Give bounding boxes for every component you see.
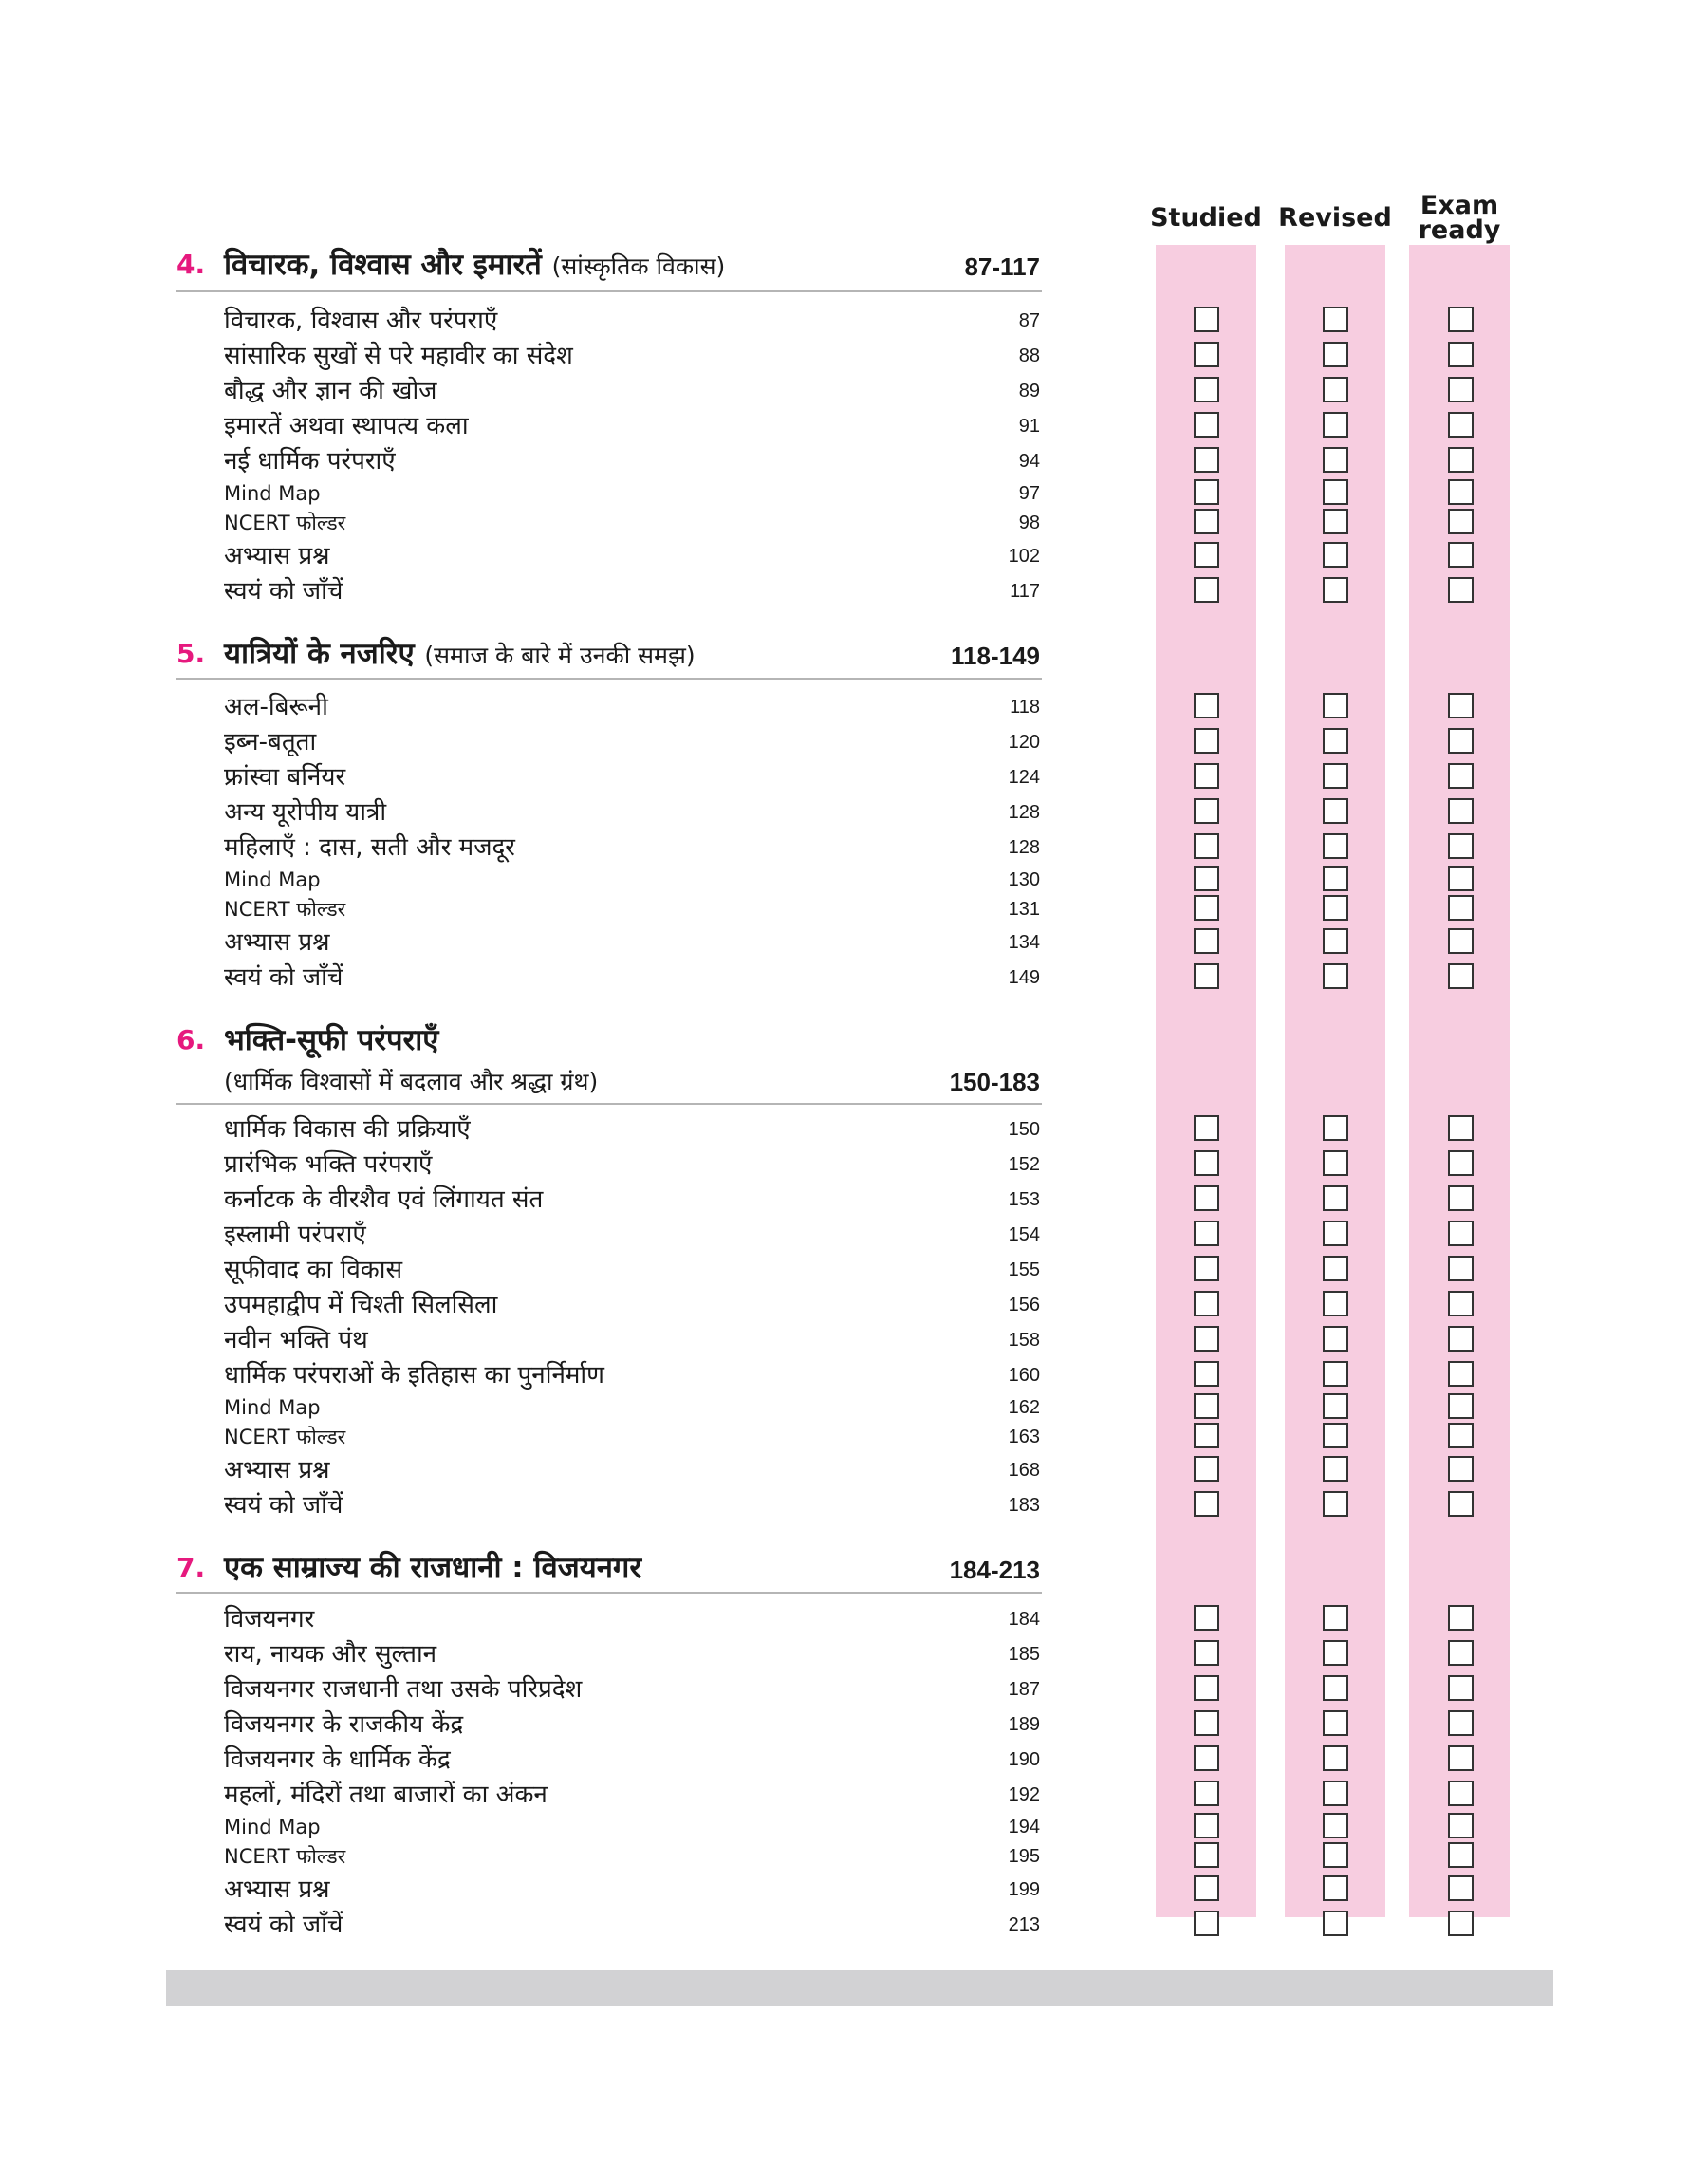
studied-checkbox[interactable] (1194, 1393, 1219, 1419)
topic-page: 158 (1008, 1330, 1040, 1351)
topic-row (224, 1455, 1040, 1485)
chapter-number: 7. (176, 1552, 206, 1583)
topic-row (224, 1220, 1040, 1250)
studied-checkbox[interactable] (1194, 1150, 1219, 1176)
chapter-subtitle: (समाज के बारे में उनकी समझ) (424, 642, 696, 669)
topic-title: सांसारिक सुखों से परे महावीर का संदेश (224, 342, 573, 370)
revised-checkbox[interactable] (1323, 509, 1348, 534)
studied-checkbox[interactable] (1194, 763, 1219, 789)
revised-checkbox[interactable] (1323, 1423, 1348, 1448)
topic-row (224, 727, 1040, 757)
topic-row (224, 1812, 1040, 1842)
topic-row (224, 411, 1040, 441)
topic-page: 128 (1008, 802, 1040, 823)
topic-page: 187 (1008, 1679, 1040, 1700)
studied-checkbox[interactable] (1194, 1221, 1219, 1246)
studied-checkbox[interactable] (1194, 307, 1219, 332)
revised-checkbox[interactable] (1323, 1393, 1348, 1419)
topic-row (224, 1910, 1040, 1940)
chapter-divider (176, 678, 1042, 680)
chapter-title (224, 246, 725, 286)
topic-row (224, 962, 1040, 993)
topic-page: 120 (1008, 732, 1040, 753)
studied-checkbox[interactable] (1194, 1640, 1219, 1666)
footer-band (166, 1970, 1553, 2006)
exam-ready-header-line2: ready (1418, 215, 1501, 245)
topic-title: उपमहाद्वीप में चिश्ती सिलसिला (224, 1291, 498, 1319)
revised-checkbox[interactable] (1323, 1185, 1348, 1211)
topic-page: 189 (1008, 1714, 1040, 1735)
topic-title: नई धार्मिक परंपराएँ (224, 447, 396, 476)
exam-ready-checkbox[interactable] (1448, 577, 1474, 603)
revised-checkbox[interactable] (1323, 895, 1348, 921)
exam-ready-checkbox[interactable] (1448, 693, 1474, 718)
topic-row (224, 1604, 1040, 1634)
exam-ready-checkbox[interactable] (1448, 1291, 1474, 1316)
chapter-title-text: यात्रियों के नजरिए (224, 637, 415, 671)
revised-checkbox[interactable] (1323, 542, 1348, 568)
studied-checkbox[interactable] (1194, 377, 1219, 402)
revised-column-header: Revised (1278, 203, 1392, 233)
topic-title: कर्नाटक के वीरशैव एवं लिंगायत संत (224, 1185, 544, 1214)
studied-checkbox[interactable] (1194, 693, 1219, 718)
studied-checkbox[interactable] (1194, 1456, 1219, 1482)
revised-checkbox[interactable] (1323, 1842, 1348, 1868)
topic-row (224, 797, 1040, 828)
revised-checkbox[interactable] (1323, 866, 1348, 891)
topic-row (224, 832, 1040, 863)
topic-row (224, 1185, 1040, 1215)
revised-checkbox[interactable] (1323, 1456, 1348, 1482)
topic-page: 185 (1008, 1644, 1040, 1665)
studied-checkbox[interactable] (1194, 1911, 1219, 1936)
topic-page: 118 (1010, 697, 1040, 718)
exam-ready-checkbox[interactable] (1448, 1842, 1474, 1868)
exam-ready-checkbox[interactable] (1448, 412, 1474, 438)
exam-ready-column-header (1383, 191, 1535, 245)
chapter-heading (176, 1021, 1040, 1061)
revised-checkbox[interactable] (1323, 1221, 1348, 1246)
revised-checkbox[interactable] (1323, 342, 1348, 367)
chapter-divider (176, 290, 1042, 292)
exam-ready-checkbox[interactable] (1448, 1393, 1474, 1419)
topic-title: Mind Map (224, 1816, 321, 1838)
topic-row (224, 306, 1040, 336)
topic-title: फ्रांस्वा बर्नियर (224, 763, 346, 792)
topic-page: 128 (1008, 837, 1040, 858)
revised-checkbox[interactable] (1323, 1291, 1348, 1316)
topic-title: Mind Map (224, 1396, 321, 1419)
exam-ready-checkbox[interactable] (1448, 1221, 1474, 1246)
topic-row (224, 1149, 1040, 1180)
exam-ready-checkbox[interactable] (1448, 963, 1474, 989)
topic-page: 150 (1008, 1119, 1040, 1140)
exam-ready-checkbox[interactable] (1448, 1745, 1474, 1771)
exam-ready-header-line1: Exam (1420, 191, 1499, 220)
topic-row (224, 1422, 1040, 1452)
topic-title: राय, नायक और सुल्तान (224, 1640, 437, 1669)
chapter-heading (176, 635, 1040, 675)
exam-ready-checkbox[interactable] (1448, 1491, 1474, 1517)
topic-title: इस्लामी परंपराएँ (224, 1221, 366, 1249)
topic-page: 155 (1008, 1259, 1040, 1280)
studied-checkbox[interactable] (1194, 342, 1219, 367)
topic-row (224, 1290, 1040, 1320)
chapter-page-range: 184-213 (949, 1556, 1040, 1584)
chapter-page-range: 87-117 (964, 252, 1040, 281)
studied-checkbox[interactable] (1194, 798, 1219, 824)
topic-row (224, 692, 1040, 722)
topic-title: विचारक, विश्वास और परंपराएँ (224, 307, 498, 335)
topic-row (224, 541, 1040, 571)
revised-checkbox[interactable] (1323, 1781, 1348, 1806)
topic-page: 89 (1018, 381, 1040, 401)
topic-page: 88 (1018, 345, 1040, 366)
topic-row (224, 1745, 1040, 1775)
topic-page: 199 (1008, 1879, 1040, 1900)
chapter-heading (176, 246, 1040, 286)
topic-page: 98 (1018, 513, 1040, 533)
topic-page: 195 (1008, 1846, 1040, 1867)
studied-checkbox[interactable] (1194, 1115, 1219, 1141)
topic-row (224, 1674, 1040, 1705)
topic-row (224, 1325, 1040, 1355)
studied-checkbox[interactable] (1194, 1291, 1219, 1316)
chapter-number: 6. (176, 1024, 206, 1055)
revised-checkbox[interactable] (1323, 963, 1348, 989)
exam-ready-checkbox[interactable] (1448, 728, 1474, 754)
revised-checkbox[interactable] (1323, 693, 1348, 718)
topic-title: स्वयं को जाँचें (224, 577, 343, 606)
topic-page: 131 (1008, 899, 1040, 920)
studied-checkbox[interactable] (1194, 895, 1219, 921)
topic-title: अभ्यास प्रश्न (224, 542, 330, 570)
exam-ready-checkbox[interactable] (1448, 1326, 1474, 1352)
topic-title: Mind Map (224, 868, 321, 891)
exam-ready-checkbox[interactable] (1448, 542, 1474, 568)
chapter-title: भक्ति-सूफी परंपराएँ (224, 1023, 439, 1057)
topic-title: इमारतें अथवा स्थापत्य कला (224, 412, 469, 440)
revised-checkbox[interactable] (1323, 1710, 1348, 1736)
studied-checkbox[interactable] (1194, 963, 1219, 989)
revised-checkbox[interactable] (1323, 1745, 1348, 1771)
topic-title: अल-बिरूनी (224, 693, 328, 721)
exam-ready-checkbox[interactable] (1448, 1605, 1474, 1631)
topic-page: 154 (1008, 1224, 1040, 1245)
chapter-number: 4. (176, 249, 206, 280)
exam-ready-checkbox[interactable] (1448, 1911, 1474, 1936)
topic-page: 163 (1008, 1427, 1040, 1447)
revised-checkbox[interactable] (1323, 798, 1348, 824)
studied-checkbox[interactable] (1194, 1361, 1219, 1387)
exam-ready-checkbox[interactable] (1448, 479, 1474, 505)
topic-page: 152 (1008, 1154, 1040, 1175)
exam-ready-checkbox[interactable] (1448, 1185, 1474, 1211)
topic-page: 94 (1018, 451, 1040, 472)
studied-checkbox[interactable] (1194, 866, 1219, 891)
topic-page: 156 (1008, 1295, 1040, 1315)
chapter-title: एक साम्राज्य की राजधानी : विजयनगर (224, 1551, 642, 1585)
chapter-title (224, 635, 696, 675)
revised-checkbox[interactable] (1323, 928, 1348, 954)
revised-checkbox[interactable] (1323, 1911, 1348, 1936)
topic-row (224, 894, 1040, 924)
exam-ready-checkbox[interactable] (1448, 866, 1474, 891)
studied-checkbox[interactable] (1194, 1842, 1219, 1868)
topic-title: NCERT फोल्डर (224, 512, 346, 534)
topic-row (224, 1392, 1040, 1423)
exam-ready-checkbox[interactable] (1448, 1256, 1474, 1281)
studied-checkbox[interactable] (1194, 1875, 1219, 1901)
topic-title: विजयनगर (224, 1605, 315, 1633)
studied-checkbox[interactable] (1194, 577, 1219, 603)
studied-checkbox[interactable] (1194, 728, 1219, 754)
topic-page: 183 (1008, 1495, 1040, 1516)
topic-page: 124 (1008, 767, 1040, 788)
revised-checkbox[interactable] (1323, 1605, 1348, 1631)
chapter-page-range: 118-149 (951, 642, 1040, 670)
topic-title: अभ्यास प्रश्न (224, 1456, 330, 1484)
revised-checkbox[interactable] (1323, 412, 1348, 438)
topic-title: विजयनगर के राजकीय केंद्र (224, 1710, 464, 1739)
topic-title: अभ्यास प्रश्न (224, 1875, 330, 1904)
topic-title: स्वयं को जाँचें (224, 1491, 343, 1520)
topic-title: स्वयं को जाँचें (224, 1911, 343, 1939)
exam-ready-checkbox[interactable] (1448, 1710, 1474, 1736)
exam-ready-checkbox[interactable] (1448, 1675, 1474, 1701)
revised-checkbox[interactable] (1323, 1150, 1348, 1176)
topic-page: 91 (1018, 416, 1040, 437)
topic-title: महिलाएँ : दास, सती और मजदूर (224, 833, 515, 862)
topic-row (224, 865, 1040, 895)
studied-checkbox[interactable] (1194, 479, 1219, 505)
chapter-number: 5. (176, 638, 206, 669)
topic-page: 130 (1008, 869, 1040, 890)
topic-page: 117 (1010, 581, 1040, 602)
topic-row (224, 1114, 1040, 1145)
revised-checkbox[interactable] (1323, 1115, 1348, 1141)
studied-checkbox[interactable] (1194, 1491, 1219, 1517)
topic-row (224, 1490, 1040, 1521)
studied-column-header: Studied (1150, 203, 1262, 233)
revised-checkbox[interactable] (1323, 577, 1348, 603)
revised-checkbox[interactable] (1323, 1256, 1348, 1281)
topic-row (224, 341, 1040, 371)
chapter-divider (176, 1103, 1042, 1105)
studied-checkbox[interactable] (1194, 1256, 1219, 1281)
revised-checkbox[interactable] (1323, 479, 1348, 505)
topic-page: 192 (1008, 1784, 1040, 1805)
exam-ready-checkbox[interactable] (1448, 509, 1474, 534)
studied-checkbox[interactable] (1194, 1745, 1219, 1771)
revised-checkbox[interactable] (1323, 307, 1348, 332)
topic-title: धार्मिक विकास की प्रक्रियाएँ (224, 1115, 471, 1144)
chapter-heading (176, 1549, 1040, 1589)
topic-page: 162 (1008, 1397, 1040, 1418)
topic-title: इब्न-बतूता (224, 728, 317, 756)
topic-row (224, 1841, 1040, 1872)
topic-page: 102 (1008, 546, 1040, 567)
topic-page: 190 (1008, 1749, 1040, 1770)
topic-title: नवीन भक्ति पंथ (224, 1326, 368, 1354)
topic-page: 194 (1008, 1817, 1040, 1838)
revised-checkbox[interactable] (1323, 1875, 1348, 1901)
topic-row (224, 376, 1040, 406)
chapter-title-text: विचारक, विश्वास और इमारतें (224, 248, 542, 282)
studied-checkbox[interactable] (1194, 1675, 1219, 1701)
topic-row (224, 508, 1040, 538)
exam-ready-checkbox[interactable] (1448, 1875, 1474, 1901)
revised-checkbox[interactable] (1323, 1675, 1348, 1701)
studied-checkbox[interactable] (1194, 1605, 1219, 1631)
topic-row (224, 1709, 1040, 1740)
revised-checkbox[interactable] (1323, 1640, 1348, 1666)
topic-row (224, 927, 1040, 958)
exam-ready-checkbox[interactable] (1448, 1423, 1474, 1448)
exam-ready-checkbox[interactable] (1448, 447, 1474, 473)
studied-checkbox[interactable] (1194, 509, 1219, 534)
topic-page: 149 (1008, 967, 1040, 988)
studied-checkbox[interactable] (1194, 1781, 1219, 1806)
topic-title: NCERT फोल्डर (224, 1845, 346, 1868)
topic-row (224, 1255, 1040, 1285)
studied-checkbox[interactable] (1194, 1710, 1219, 1736)
exam-ready-checkbox[interactable] (1448, 377, 1474, 402)
topic-title: अभ्यास प्रश्न (224, 928, 330, 957)
revised-checkbox[interactable] (1323, 447, 1348, 473)
revised-checkbox[interactable] (1323, 1491, 1348, 1517)
exam-ready-checkbox[interactable] (1448, 895, 1474, 921)
topic-page: 87 (1018, 310, 1040, 331)
topic-title: प्रारंभिक भक्ति परंपराएँ (224, 1150, 433, 1179)
chapter-page-range: 150-183 (949, 1068, 1040, 1096)
studied-checkbox[interactable] (1194, 447, 1219, 473)
exam-ready-checkbox[interactable] (1448, 763, 1474, 789)
topic-row (224, 762, 1040, 793)
chapter-subtitle: (सांस्कृतिक विकास) (551, 252, 726, 280)
revised-checkbox[interactable] (1323, 728, 1348, 754)
exam-ready-checkbox[interactable] (1448, 1115, 1474, 1141)
studied-checkbox[interactable] (1194, 1423, 1219, 1448)
topic-title: विजयनगर के धार्मिक केंद्र (224, 1745, 451, 1774)
revised-checkbox[interactable] (1323, 1326, 1348, 1352)
studied-checkbox[interactable] (1194, 412, 1219, 438)
revised-checkbox[interactable] (1323, 377, 1348, 402)
exam-ready-checkbox[interactable] (1448, 342, 1474, 367)
topic-title: महलों, मंदिरों तथा बाजारों का अंकन (224, 1781, 548, 1809)
topic-title: विजयनगर राजधानी तथा उसके परिप्रदेश (224, 1675, 583, 1704)
revised-checkbox[interactable] (1323, 763, 1348, 789)
topic-title: NCERT फोल्डर (224, 1426, 346, 1448)
topic-page: 97 (1018, 483, 1040, 504)
topic-row (224, 576, 1040, 606)
chapter-divider (176, 1592, 1042, 1594)
topic-title: अन्य यूरोपीय यात्री (224, 798, 387, 827)
exam-ready-checkbox[interactable] (1448, 1813, 1474, 1838)
exam-ready-checkbox[interactable] (1448, 1361, 1474, 1387)
topic-title: स्वयं को जाँचें (224, 963, 343, 992)
exam-ready-checkbox[interactable] (1448, 307, 1474, 332)
studied-checkbox[interactable] (1194, 1813, 1219, 1838)
topic-title: NCERT फोल्डर (224, 898, 346, 921)
topic-title: Mind Map (224, 482, 321, 505)
topic-title: बौद्ध और ज्ञान की खोज (224, 377, 437, 405)
studied-checkbox[interactable] (1194, 1185, 1219, 1211)
topic-page: 184 (1008, 1609, 1040, 1630)
exam-ready-checkbox[interactable] (1448, 1781, 1474, 1806)
exam-ready-checkbox[interactable] (1448, 833, 1474, 859)
revised-checkbox[interactable] (1323, 1813, 1348, 1838)
chapter-subtitle: (धार्मिक विश्वासों में बदलाव और श्रद्धा ग्रंथ) (224, 1068, 599, 1095)
studied-checkbox[interactable] (1194, 928, 1219, 954)
topic-row (224, 478, 1040, 509)
topic-page: 160 (1008, 1365, 1040, 1386)
topic-title: सूफीवाद का विकास (224, 1256, 403, 1284)
revised-checkbox[interactable] (1323, 833, 1348, 859)
topic-title: धार्मिक परंपराओं के इतिहास का पुनर्निर्माण (224, 1361, 604, 1390)
topic-row (224, 1639, 1040, 1670)
topic-row (224, 1360, 1040, 1390)
exam-ready-checkbox[interactable] (1448, 1150, 1474, 1176)
topic-page: 134 (1008, 932, 1040, 953)
topic-row (224, 1780, 1040, 1810)
studied-checkbox[interactable] (1194, 833, 1219, 859)
topic-page: 153 (1008, 1189, 1040, 1210)
topic-page: 213 (1008, 1914, 1040, 1935)
studied-checkbox[interactable] (1194, 542, 1219, 568)
chapter-subtitle-row (224, 1066, 1040, 1100)
topic-row (224, 1875, 1040, 1905)
revised-checkbox[interactable] (1323, 1361, 1348, 1387)
studied-checkbox[interactable] (1194, 1326, 1219, 1352)
exam-ready-checkbox[interactable] (1448, 1640, 1474, 1666)
exam-ready-checkbox[interactable] (1448, 928, 1474, 954)
exam-ready-checkbox[interactable] (1448, 1456, 1474, 1482)
topic-page: 168 (1008, 1460, 1040, 1481)
topic-row (224, 446, 1040, 476)
exam-ready-checkbox[interactable] (1448, 798, 1474, 824)
